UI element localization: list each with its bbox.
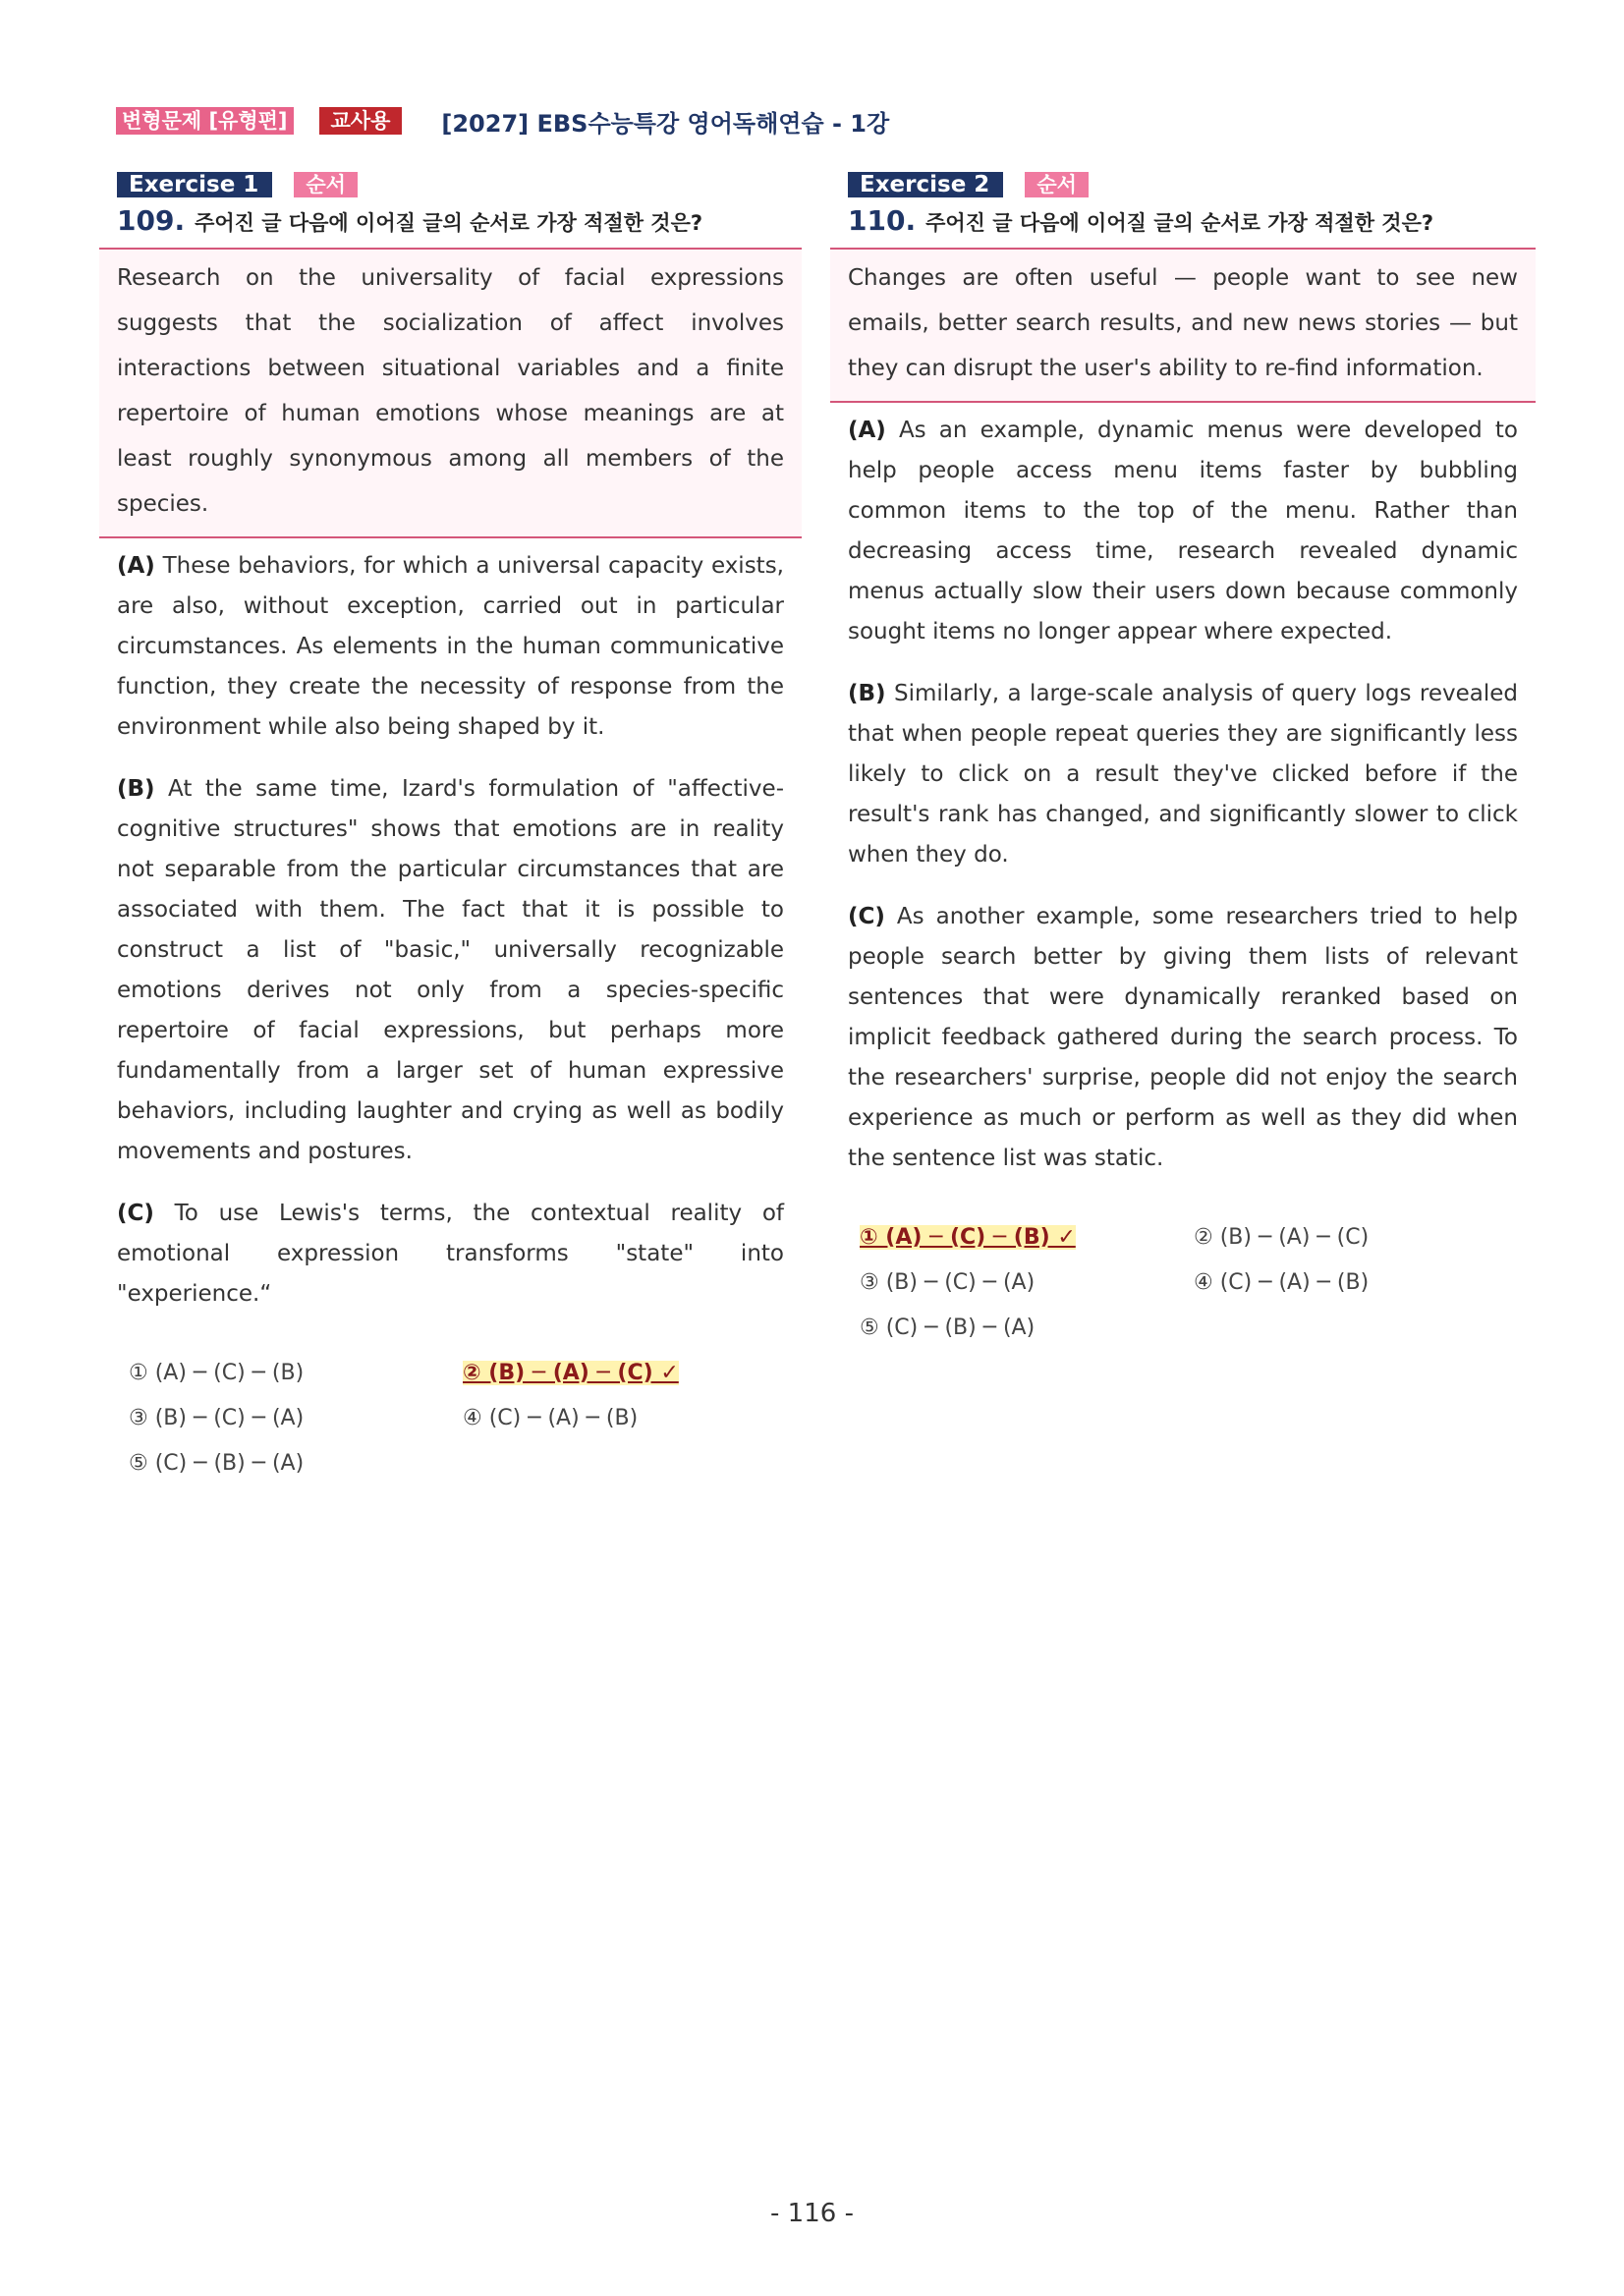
paragraph-label: (A) (848, 418, 886, 443)
choice-1-correct[interactable]: ① (A) ─ (C) ─ (B) ✓ (860, 1224, 1076, 1250)
exercise-type-tag: 순서 (1025, 172, 1089, 197)
paragraph-label: (C) (848, 904, 885, 929)
exercise-heading (848, 172, 1536, 197)
answer-choices (830, 1214, 1536, 1350)
paragraph-text: To use Lewis's terms, the contextual reality of emotional expression transforms "state" into "experience.“ (117, 1201, 785, 1307)
paragraph-b (99, 769, 802, 1172)
paragraph-text: Similarly, a large-scale analysis of query logs revealed that when people repeat queries they are significantly less likely to click on a result they've clicked before if the result's rank has changed, and significantly slower to click when they do. (848, 681, 1518, 868)
question-line (117, 204, 802, 244)
page-number: - 116 - (770, 2199, 854, 2228)
paragraph-a (99, 546, 802, 748)
header-title: [2027] EBS수능특강 영어독해연습 - 1강 (441, 109, 890, 138)
paragraph-c (830, 897, 1536, 1179)
exercise-label: Exercise 2 (848, 172, 1003, 197)
question-text: 주어진 글 다음에 이어질 글의 순서로 가장 적절한 것은? (195, 211, 703, 235)
question-number: 110. (848, 204, 917, 237)
paragraph-label: (B) (848, 681, 886, 706)
question-line (848, 204, 1536, 244)
question-text: 주어진 글 다음에 이어질 글의 순서로 가장 적절한 것은? (925, 211, 1434, 235)
given-passage: Changes are often useful — people want to see new emails, better search results, and new news stories — but they can disrupt the user's ability to re-find information. (830, 248, 1536, 403)
paragraph-a (830, 411, 1536, 652)
page-header (116, 106, 889, 136)
choice-4[interactable]: ④ (C) ─ (A) ─ (B) (463, 1405, 639, 1430)
choice-5[interactable]: ⑤ (C) ─ (B) ─ (A) (860, 1315, 1036, 1340)
exercise-type-tag: 순서 (294, 172, 358, 197)
choice-4[interactable]: ④ (C) ─ (A) ─ (B) (1194, 1269, 1370, 1295)
paragraph-label: (B) (117, 776, 155, 802)
choice-3[interactable]: ③ (B) ─ (C) ─ (A) (860, 1269, 1036, 1295)
given-passage: Research on the universality of facial expressions suggests that the socialization of affect involves interactions between situational variables and a finite repertoire of human emotions whose meanings are at least roughly synonymous among all members of the species. (99, 248, 802, 538)
paragraph-text: At the same time, Izard's formulation of "affective-cognitive structures" shows that emotions are in reality not separable from the particular circumstances that are associated with them. The fact that it is possible to construct a list of "basic," universally recognizable emotions derives not only from a species-specific repertoire of facial expressions, but perhaps more fundamentally from a larger set of human expressive behaviors, including laughter and crying as well as bodily movements and postures. (117, 776, 784, 1164)
exercise-1-column (99, 172, 802, 1485)
paragraph-label: (C) (117, 1201, 154, 1226)
choice-2-correct[interactable]: ② (B) ─ (A) ─ (C) ✓ (463, 1360, 679, 1385)
paragraph-text: As another example, some researchers tried to help people search better by giving them lists of relevant sentences that were dynamically reranked based on implicit feedback gathered during the search process. To the researchers' surprise, people did not enjoy the search experience as much or perform as well as they did when the sentence list was static. (848, 904, 1518, 1171)
question-number: 109. (117, 204, 186, 237)
choice-1[interactable]: ① (A) ─ (C) ─ (B) (129, 1360, 305, 1385)
exercise-heading (117, 172, 802, 197)
variant-type-tag: 변형문제 [유형편] (116, 107, 294, 135)
paragraph-text: As an example, dynamic menus were developed to help people access menu items faster by bubbling common items to the top of the menu. Rather than decreasing access time, research revealed dynamic menus actually slow their users down because commonly sought items no longer appear where expected. (848, 418, 1518, 644)
paragraph-b (830, 674, 1536, 875)
paragraph-text: These behaviors, for which a universal capacity exists, are also, without exception, carried out in particular circumstances. As elements in the human communicative function, they create the necessity of response from the environment while also being shaped by it. (117, 553, 784, 740)
choice-3[interactable]: ③ (B) ─ (C) ─ (A) (129, 1405, 305, 1430)
choice-2[interactable]: ② (B) ─ (A) ─ (C) (1194, 1224, 1370, 1250)
teacher-edition-tag: 교사용 (319, 107, 403, 135)
paragraph-c (99, 1194, 802, 1315)
exercise-label: Exercise 1 (117, 172, 272, 197)
answer-choices (99, 1350, 802, 1485)
choice-5[interactable]: ⑤ (C) ─ (B) ─ (A) (129, 1450, 305, 1476)
paragraph-label: (A) (117, 553, 155, 579)
exercise-2-column (830, 172, 1536, 1350)
